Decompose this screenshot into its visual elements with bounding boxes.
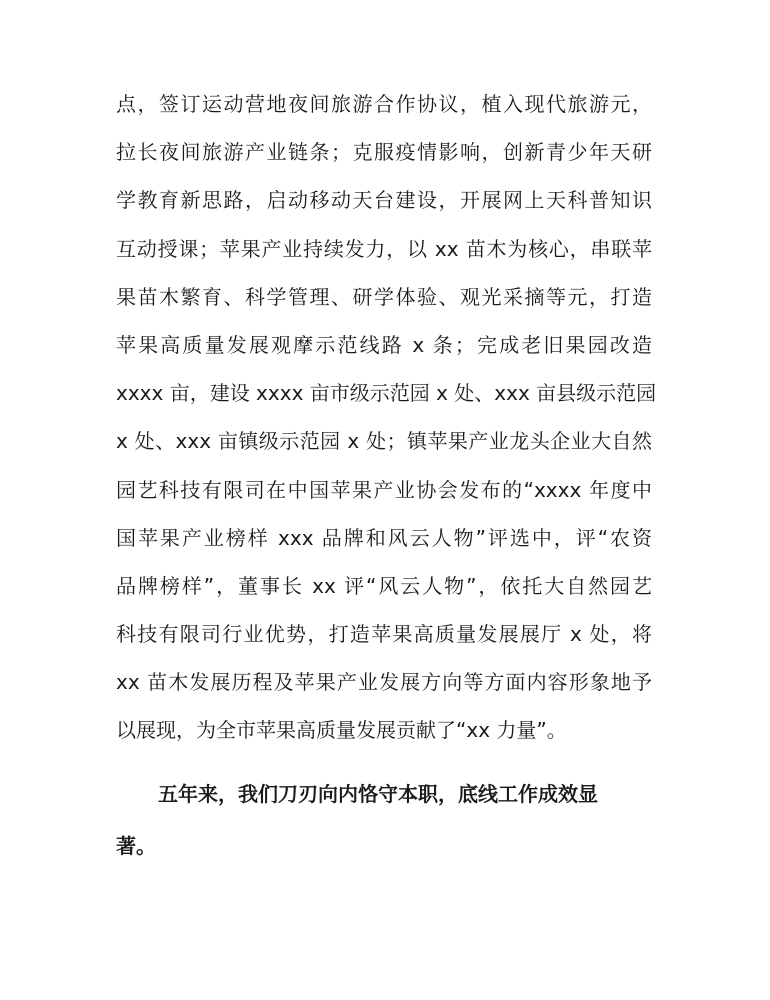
paragraph-line: 园艺科技有限司在中国苹果产业协会发布的“xxxx 年度中 [116, 477, 652, 502]
paragraph-line: 果苗木繁育、科学管理、研学体验、观光采摘等元，打造 [116, 284, 652, 309]
paragraph-line: xxxx 亩，建设 xxxx 亩市级示范园 x 处、xxx 亩县级示范园 [116, 381, 657, 406]
paragraph-line: 学教育新思路，启动移动天台建设，开展网上天科普知识 [116, 188, 652, 213]
heading-line: 著。 [116, 834, 156, 858]
body-paragraph [116, 80, 657, 755]
paragraph-line: 国苹果产业榜样 xxx 品牌和风云人物”评选中，评“农资 [116, 525, 652, 550]
paragraph-line: 拉长夜间旅游产业链条；克服疫情影响，创新青少年天研 [116, 140, 652, 165]
paragraph-line: 点，签订运动营地夜间旅游合作协议，植入现代旅游元， [116, 92, 652, 116]
paragraph-line: 苹果高质量发展观摩示范线路 x 条；完成老旧果园改造 [116, 332, 652, 357]
heading-line: 五年来，我们刀刃向内恪守本职，底线工作成效显 [158, 782, 598, 806]
paragraph-line: xx 苗木发展历程及苹果产业发展方向等方面内容形象地予 [116, 670, 652, 695]
paragraph-line: 以展现，为全市苹果高质量发展贡献了“xx 力量”。 [116, 718, 567, 743]
paragraph-line: 科技有限司行业优势，打造苹果高质量发展展厅 x 处，将 [116, 622, 652, 647]
section-heading [116, 768, 652, 872]
paragraph-line: x 处、xxx 亩镇级示范园 x 处；镇苹果产业龙头企业大自然 [116, 429, 652, 454]
paragraph-line: 互动授课；苹果产业持续发力，以 xx 苗木为核心，串联苹 [116, 236, 652, 261]
paragraph-line: 品牌榜样”，董事长 xx 评“风云人物”，依托大自然园艺 [116, 573, 652, 598]
